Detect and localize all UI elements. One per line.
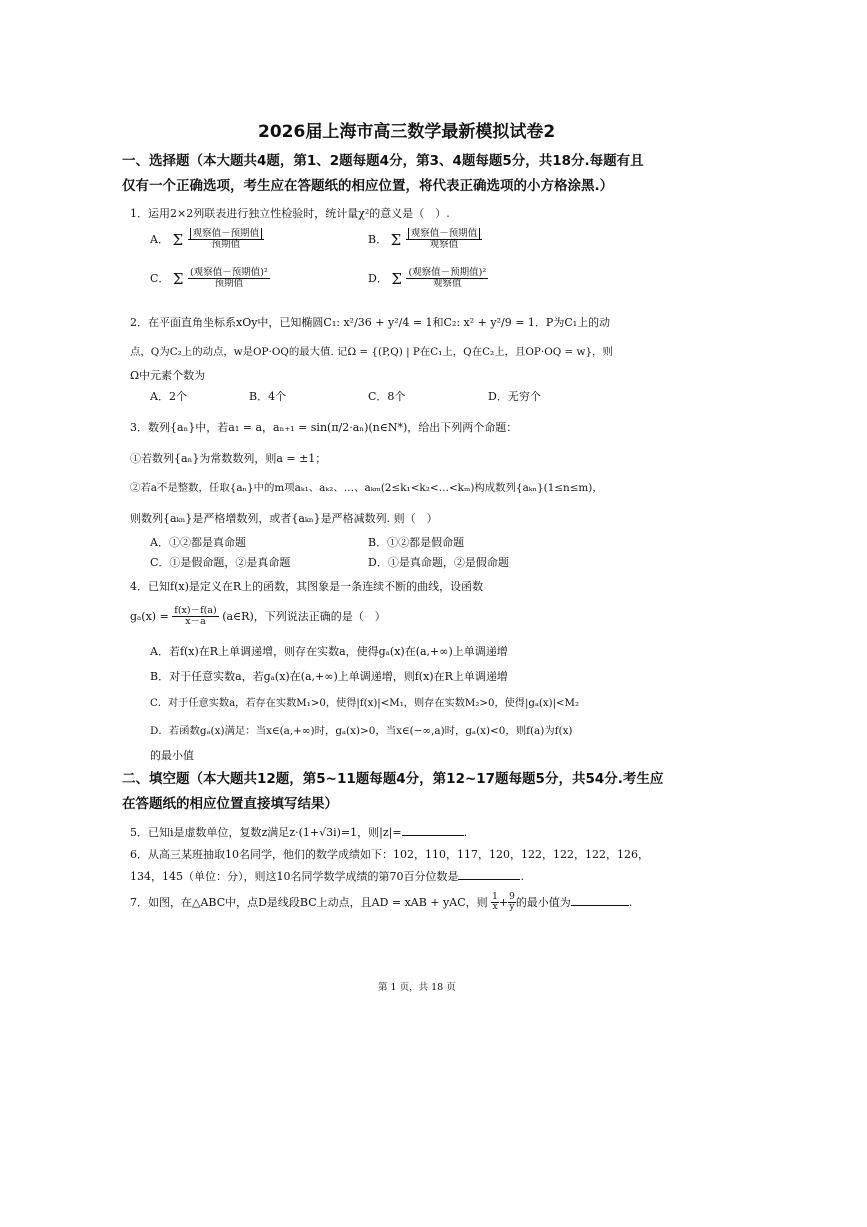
section-1-heading-line-2: 仅有一个正确选项，考生应在答题纸的相应位置，将代表正确选项的小方格涂黑.）: [122, 178, 614, 194]
q4-option-d-line-1: D．若函数gₐ(x)满足：当x∈(a,+∞)时，gₐ(x)>0，当x∈(−∞,a)时，gₐ(x)<0，则f(a)为f(x): [150, 725, 573, 737]
sigma-symbol: Σ: [172, 230, 184, 249]
q2-option-b: B．4个: [249, 390, 287, 403]
q7-fraction-9-over-y: $\frac{9}{y}$: [509, 892, 515, 913]
q2-option-d: D．无穷个: [488, 390, 541, 403]
page-footer: 第 1 页，共 18 页: [378, 982, 456, 993]
q1-stem: 1．运用2×2列联表进行独立性检验时，统计量χ²的意义是（ ）.: [130, 207, 450, 220]
q7-fraction-1-over-x: $\frac{1}{x}$: [492, 892, 498, 913]
q1-c-label: C．: [150, 271, 170, 285]
q5: 5．已知i是虚数单位，复数z满足z·(1+√3i)=1，则|z|= .: [130, 826, 468, 839]
q2-line-2: 点，Q为C₂上的动点，w是OP·OQ的最大值. 记Ω = {(P,Q) | P在C₁上，Q在C₂上，且OP·OQ = w}，则: [130, 346, 613, 358]
section-1-heading-line-1: 一、选择题（本大题共4题，第1、2题每题4分，第3、4题每题5分，共18分.每题有且: [122, 153, 644, 169]
q4-option-b: B．对于任意实数a，若gₐ(x)在(a,+∞)上单调递增，则f(x)在R上单调递增: [150, 670, 508, 683]
q3-line-1: 3．数列{aₙ}中，若a₁ = a，aₙ₊₁ = sin(π/2·aₙ)(n∈N*)，给出下列两个命题：: [130, 421, 518, 434]
q1-option-d: [368, 268, 488, 290]
q2-option-a: A．2个: [150, 390, 187, 403]
q2-line-3: Ω中元素个数为: [130, 369, 206, 382]
q3-line-4: 则数列{aₖₙ}是严格增数列，或者{aₖₙ}是严格减数列. 则（ ）: [130, 512, 438, 525]
sigma-symbol: Σ: [172, 269, 184, 288]
q2-option-c: C．8个: [368, 390, 406, 403]
q6-line-2: 134，145（单位：分），则这10名同学数学成绩的第70百分位数是 .: [130, 870, 524, 883]
q7: 7．如图，在△ABC中，点D是线段BC上动点，且AD = xAB + yAC，则 $\frac{1}{x}$ + $\frac{9}{y}$ 的最小值为 .: [130, 892, 633, 913]
q3-option-d: D．①是真命题，②是假命题: [368, 556, 509, 569]
q1-option-c: [150, 268, 270, 290]
q3-option-b: B．①②都是假命题: [368, 536, 465, 549]
q3-option-c: C．①是假命题，②是真命题: [150, 556, 291, 569]
q3-line-3: ②若a不是整数，任取{aₙ}中的m项aₖ₁、aₖ₂、…、aₖₘ(2≤k₁<k₂<…<kₘ)构成数列{aₖₙ}(1≤n≤m)，: [130, 482, 603, 494]
q6-line-1: 6．从高三某班抽取10名同学，他们的数学成绩如下：102，110，117，120，122，122，122，126，: [130, 848, 649, 861]
q1-option-a: [150, 229, 264, 251]
q2-line-1: 2．在平面直角坐标系xOy中，已知椭圆C₁: x²/36 + y²/4 = 1和C₂: x² + y²/9 = 1．P为C₁上的动: [130, 316, 611, 329]
q6-answer-blank: [458, 869, 520, 880]
q4-option-d-line-2: 的最小值: [150, 749, 194, 762]
section-2-heading-line-2: 在答题纸的相应位置直接填写结果）: [122, 796, 338, 812]
q1-a-label: A．: [150, 232, 169, 246]
page-title: 2026届上海市高三数学最新模拟试卷2: [258, 122, 556, 142]
q4-option-a: A．若f(x)在R上单调递增，则存在实数a，使得gₐ(x)在(a,+∞)上单调递增: [150, 645, 508, 658]
q1-b-label: B．: [368, 232, 388, 246]
q1-a-fraction: $\frac{\text{观察值－预期值}}{\text{预期值}}$: [188, 229, 265, 251]
q1-c-fraction: $\frac{\text{(观察值－预期值)²}}{\text{预期值}}$: [190, 267, 268, 290]
q4-difference-quotient: $\frac{f(x)-f(a)}{x-a}$: [174, 605, 217, 628]
section-2-heading-line-1: 二、填空题（本大题共12题，第5~11题每题4分，第12~17题每题5分，共54分.考生应: [122, 771, 664, 787]
q1-d-label: D．: [368, 271, 388, 285]
q4-option-c: C．对于任意实数a，若存在实数M₁>0，使得|f(x)|<M₁，则存在实数M₂>0，使得|gₐ(x)|<M₂: [150, 698, 580, 709]
q1-d-fraction: $\frac{\text{(观察值－预期值)²}}{\text{观察值}}$: [408, 267, 487, 290]
q7-answer-blank: [571, 895, 629, 906]
sigma-symbol: Σ: [391, 269, 402, 288]
q3-line-2: ①若数列{aₙ}为常数数列，则a = ±1；: [130, 452, 327, 465]
q1-option-b: [368, 229, 482, 251]
q5-answer-blank: [402, 825, 464, 836]
q4-line-2: gₐ(x) = $\frac{f(x)-f(a)}{x-a}$ (a∈R)，下列说法正确的是（ ）: [130, 605, 386, 628]
q3-option-a: A．①②都是真命题: [150, 536, 246, 549]
sigma-symbol: Σ: [390, 230, 402, 249]
q4-line-1: 4．已知f(x)是定义在R上的函数，其图象是一条连续不断的曲线，设函数: [130, 580, 484, 593]
q1-b-fraction: $\frac{\text{观察值－预期值}}{\text{观察值}}$: [406, 229, 483, 251]
